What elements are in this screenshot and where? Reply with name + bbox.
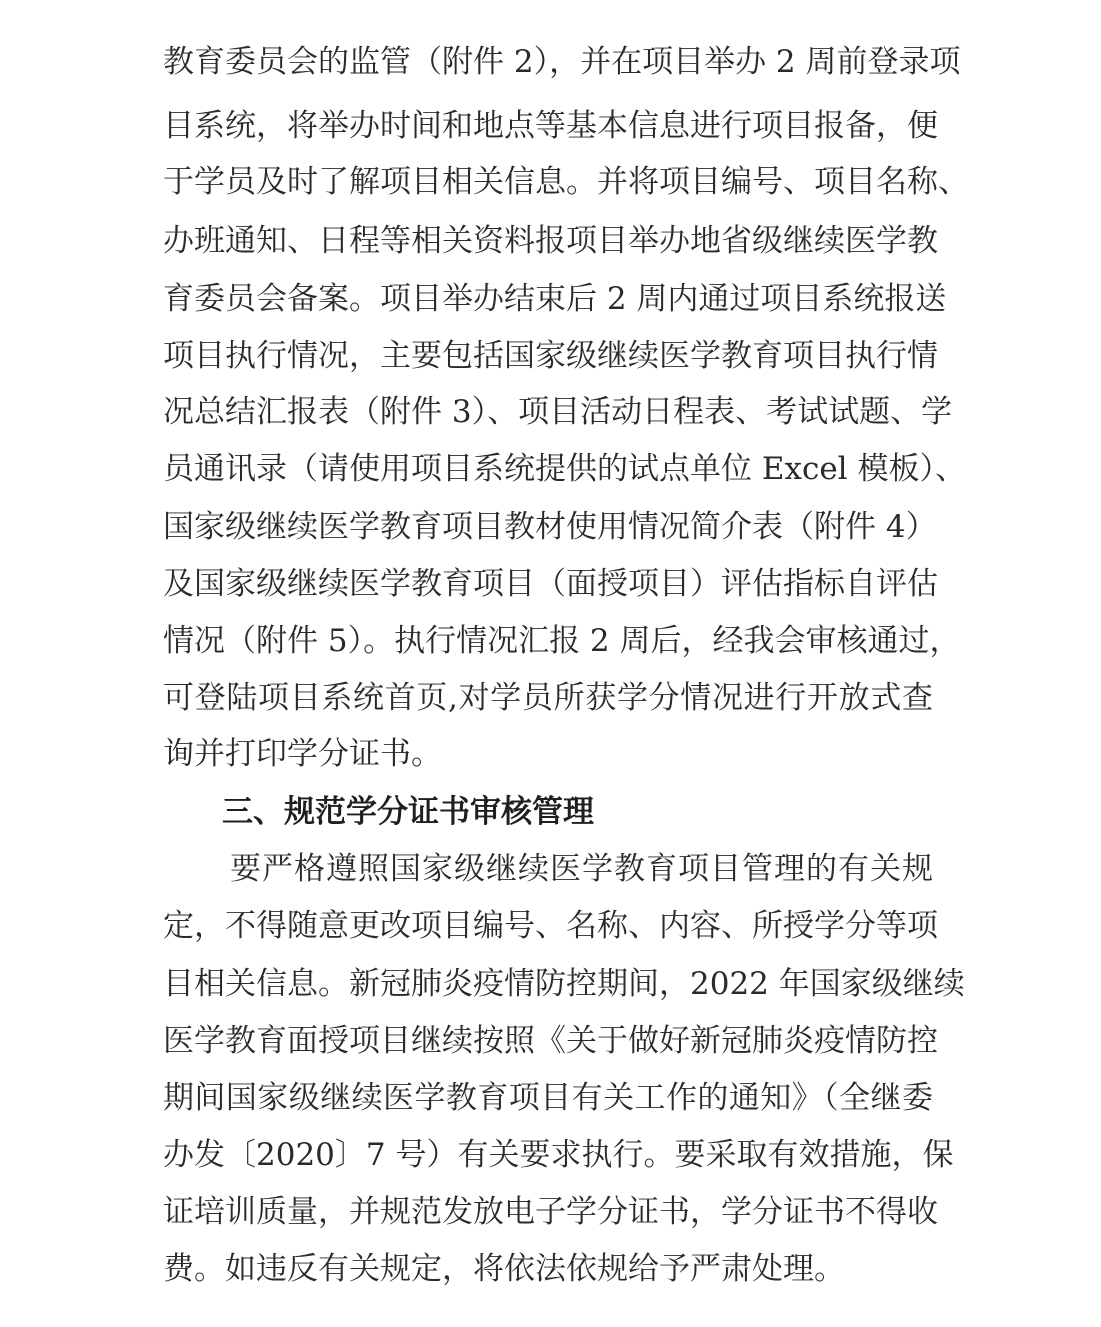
paragraph-line: 于学员及时了解项目相关信息。并将项目编号、项目名称、: [163, 164, 969, 200]
paragraph-line: 项目执行情况，主要包括国家级继续医学教育项目执行情: [163, 338, 938, 374]
paragraph-line: 期间国家级继续医学教育项目有关工作的通知》（全继委: [163, 1080, 933, 1116]
section-heading: 三、规范学分证书审核管理: [222, 794, 594, 830]
paragraph-line: 育委员会备案。项目举办结束后 2 周内通过项目系统报送: [163, 281, 947, 317]
paragraph-line: 目系统，将举办时间和地点等基本信息进行项目报备，便: [163, 108, 938, 144]
paragraph-line: 询并打印学分证书。: [163, 736, 442, 772]
paragraph-line: 要严格遵照国家级继续医学教育项目管理的有关规: [230, 851, 933, 887]
paragraph-line: 可登陆项目系统首页,对学员所获学分情况进行开放式查: [163, 680, 933, 716]
paragraph-line: 定，不得随意更改项目编号、名称、内容、所授学分等项: [163, 908, 938, 944]
paragraph-line: 医学教育面授项目继续按照《关于做好新冠肺炎疫情防控: [163, 1023, 938, 1059]
paragraph-line: 情况（附件 5）。执行情况汇报 2 周后，经我会审核通过，: [163, 623, 961, 659]
paragraph-line: 及国家级继续医学教育项目（面授项目）评估指标自评估: [163, 566, 938, 602]
paragraph-line: 国家级继续医学教育项目教材使用情况简介表（附件 4）: [163, 509, 937, 545]
paragraph-line: 办班通知、日程等相关资料报项目举办地省级继续医学教: [163, 223, 938, 259]
paragraph-line: 目相关信息。新冠肺炎疫情防控期间，2022 年国家级继续: [163, 966, 965, 1002]
paragraph-line: 费。如违反有关规定，将依法依规给予严肃处理。: [163, 1251, 845, 1287]
paragraph-line: 教育委员会的监管（附件 2），并在项目举办 2 周前登录项: [163, 44, 961, 80]
paragraph-line: 员通讯录（请使用项目系统提供的试点单位 Excel 模板）、: [163, 451, 966, 487]
paragraph-line: 办发〔2020〕7 号）有关要求执行。要采取有效措施，保: [163, 1137, 954, 1173]
paragraph-line: 证培训质量，并规范发放电子学分证书，学分证书不得收: [163, 1194, 938, 1230]
paragraph-line: 况总结汇报表（附件 3）、项目活动日程表、考试试题、学: [163, 394, 953, 430]
